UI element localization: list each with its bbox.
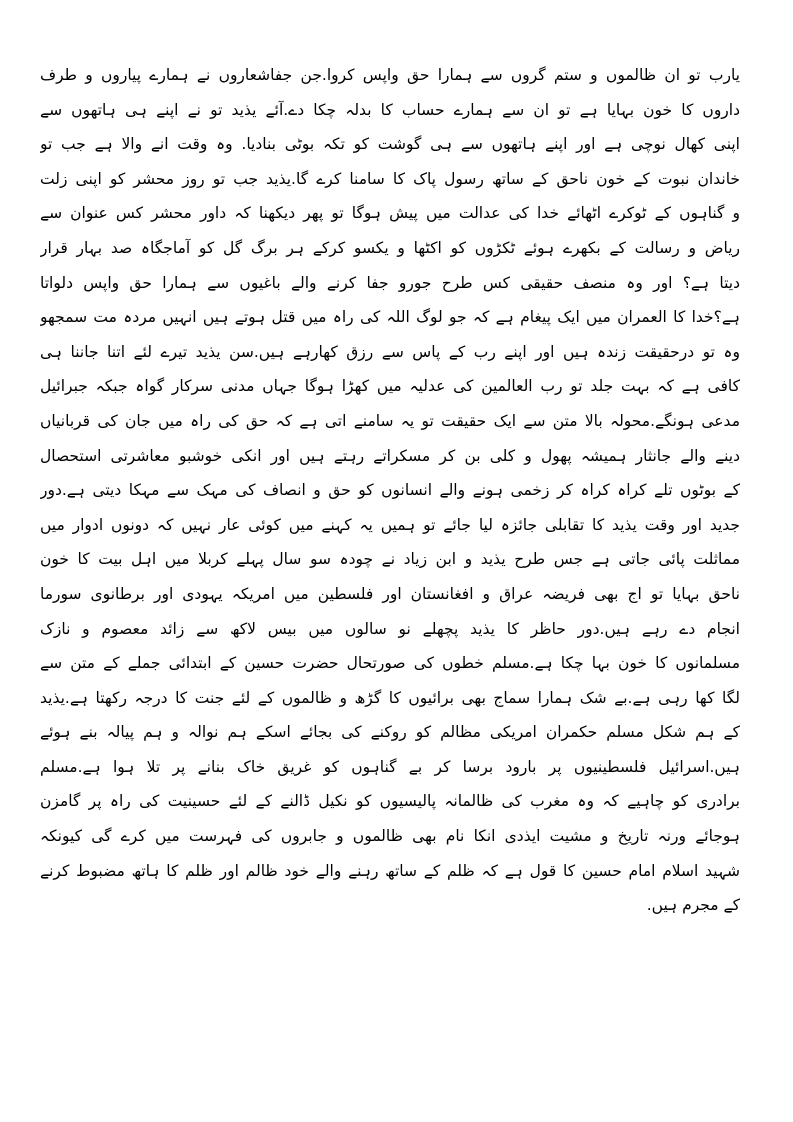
text-line: کافی ہے کہ بہت جلد تو رب العالمین کی عدلیہ میں کھڑا ہوگا جہاں مدنی سرکار گواہ جبکہ جبرائیل	[40, 377, 740, 396]
text-line: کے ہم شکل مسلم حکمران امریکی مظالم کو روکنے کی بجائے اسکے ہم نوالہ و ہم پیالہ بنے ہوئے	[40, 723, 740, 742]
text-line-final: کے مجرم ہیں.	[646, 896, 740, 915]
text-line: وہ تو درحقیقت زندہ ہیں اور اپنے رب کے پاس سے رزق کھارہے ہیں.سن یذید تیرے لئے اتنا جاننا ہی	[40, 342, 740, 361]
text-line: مماثلت پائی جاتی ہے جس طرح یذید و ابن زیاد نے چودہ سو سال پہلے کربلا میں اہل بیت کا خون	[40, 550, 740, 569]
text-line: ہوجائے ورنہ تاریخ و مشیت ایذدی انکا نام بھی ظالموں و جابروں کی فہرست میں کرے گی کیونکہ	[40, 827, 740, 846]
text-line: لگا کھا رہی ہے.بے شک ہمارا سماج بھی برائیوں کا گڑھ و ظالموں کے لئے جنت کا درجہ رکھتا ہے.یذید	[40, 688, 740, 707]
text-line: ریاض و رسالت کے بکھرے ہوئے ٹکڑوں کو اکٹھا و یکسو کرکے ہر برگ گل کو آماجگاہ صد بہار قرار	[40, 238, 740, 257]
text-line: جدید اور وقت یذید کا تقابلی جائزہ لیا جائے تو ہمیں یہ کہنے میں کوئی عار نہیں کہ دونوں ادوار میں	[40, 515, 740, 534]
text-line: دینے والے جانثار ہمیشہ پھول و کلی بن کر مسکراتے رہتے ہیں اور انکی خوشبو معاشرتی استحصال	[40, 446, 740, 465]
text-line: ناحق بہایا تو اج بھی فریضہ عراق و افغانستان اور فلسطین میں امریکہ یہودی اور برطانوی سورما	[40, 584, 740, 603]
text-line: مسلمانوں کا خون بہا چکا ہے.مسلم خطوں کی صورتحال حضرت حسین کے ابتدائی جملے کے متن سے	[40, 654, 740, 673]
text-line: و گناہوں کے ٹوکرے اٹھائے خدا کی عدالت میں پیش ہوگا تو پھر دیکھنا کہ داور محشر کس عنوان سے	[40, 204, 740, 223]
text-line: اپنی کھال نوچی ہے اور اپنے ہاتھوں سے ہی گوشت کو تکہ بوٹی بنادیا. وہ وقت انے والا ہے جب تو	[40, 135, 740, 154]
text-line: خاندان نبوت کے خون ناحق کے ساتھ رسول پاک کا سامنا کرے گا.یذید جب تو روز محشر کو اپنی زلت	[40, 169, 740, 188]
text-line: کے بوٹوں تلے کراہ کراہ کر زخمی ہونے والے انسانوں کو حق و انصاف کی مہک سے مہکا دیتی ہے.دور	[40, 481, 740, 500]
text-line: ہے؟خدا کا العمران میں ایک پیغام ہے کہ جو لوگ اللہ کی راہ میں قتل ہوتے ہیں انہیں مردہ مت سمجھو	[40, 308, 740, 327]
text-line: داروں کا خون بہایا ہے تو ان سے ہمارے حساب کا بدلہ چکا دے.آئے یذید تو نے اپنے ہی ہاتھوں سے	[40, 100, 740, 119]
text-line: دیتا ہے؟ اور وہ منصف حقیقی کس طرح جورو جفا کرنے والے باغیوں سے ہمارا حق واپس دلواتا	[40, 273, 740, 292]
text-line: یارب تو ان ظالموں و ستم گروں سے ہمارا حق واپس کروا.جن جفاشعاروں نے ہمارے پیاروں و طرف	[40, 66, 740, 84]
text-line: مدعی ہونگے.محولہ بالا متن سے ایک حقیقت تو یہ سامنے اتی ہے کہ حق کی راہ میں جان کی قربانیاں	[40, 411, 740, 430]
urdu-text-body	[40, 58, 740, 923]
text-line: انجام دے رہے ہیں.دور حاظر کا یذید پچھلے نو سالوں میں بیس لاکھ سے زائد معصوم و نازک	[40, 619, 740, 638]
text-line: برادری کو چاہیے کہ وہ مغرب کی ظالمانہ پالیسیوں کو نکیل ڈالنے کے لئے حسینیت کی راہ پر گامزن	[40, 792, 740, 811]
text-line: ہیں.اسرائیل فلسطینیوں پر بارود برسا کر بے گناہوں کو غریق خاک بنانے پر تلا ہوا ہے.مسلم	[40, 757, 740, 776]
text-line: شہید اسلام امام حسین کا قول ہے کہ ظلم کے ساتھ رہنے والے خود ظالم اور ظلم کا ہاتھ مضبوط کرنے	[40, 861, 740, 880]
